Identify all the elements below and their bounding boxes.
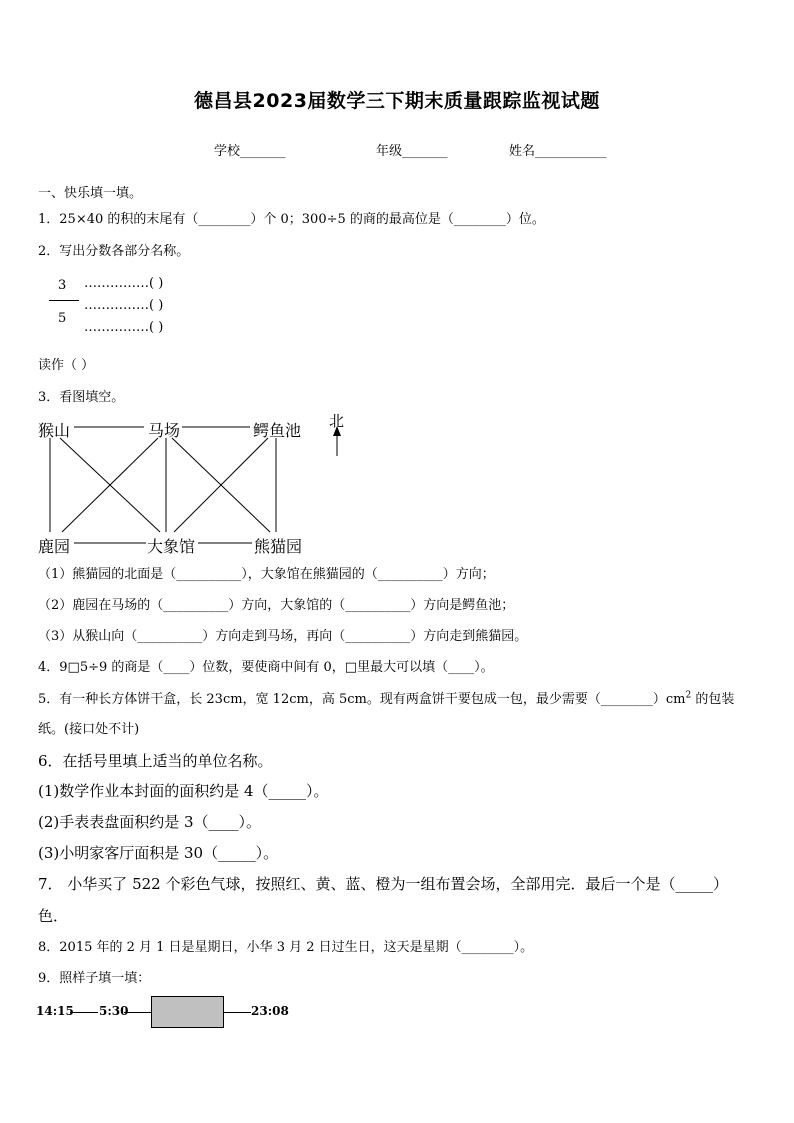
page-title: 德昌县2023届数学三下期末质量跟踪监视试题 [194,90,600,112]
question-4: 4．9□5÷9 的商是（____）位数，要使商中间有 0，□里最大可以填（____）。 [38,660,494,675]
question-6: 6．在括号里填上适当的单位名称。 [38,752,273,770]
timeline-connector [70,1012,98,1013]
section-heading: 一、快乐填一填。 [38,186,143,201]
timeline-connector [124,1012,152,1013]
school-field[interactable]: 学校_______ [214,144,286,159]
question-5 [38,688,734,707]
place-xiongmaoyuan: 熊猫园 [254,537,303,556]
question-3-sub1: （1）熊猫园的北面是（__________），大象馆在熊猫园的（__________）方向； [38,567,495,582]
timeline-connector [223,1012,251,1013]
question-8: 8．2015 年的 2 月 1 日是星期日，小华 3 月 2 日过生日，这天是星期（________）。 [38,940,534,955]
fraction-numerator: 3 [58,278,67,293]
question-7: 7． 小华买了 522 个彩色气球，按照红、黄、蓝、橙为一组布置会场，全部用完．最后一个是（_____） [38,875,728,893]
place-houshan: 猴山 [38,421,71,440]
fraction-part-numerator-label: ……………( ) [84,276,164,291]
question-6-sub1: (1)数学作业本封面的面积约是 4（_____）。 [38,782,329,800]
question-9: 9．照样子填一填： [38,971,151,986]
grade-field[interactable]: 年级_______ [376,144,448,159]
place-luyuan: 鹿园 [38,537,71,556]
north-label: 北 [329,412,345,430]
question-6-sub3: (3)小明家客厅面积是 30（_____）。 [38,844,279,862]
answer-box[interactable] [151,996,224,1028]
question-6-sub2: (2)手表表盘面积约是 3（____）。 [38,813,262,831]
time-1: 14:15 [36,1004,74,1018]
question-5-line2: 纸。(接口处不计) [38,722,140,737]
fraction-denominator: 5 [58,311,67,326]
read-as: 读作（ ） [38,358,95,373]
question-1: 1．25×40 的积的末尾有（________）个 0；300÷5 的商的最高位是（________）位。 [38,212,545,227]
question-3-sub3: （3）从猴山向（__________）方向走到马场，再向（__________）方向走到熊猫园。 [38,629,528,644]
fraction-bar [49,300,79,301]
time-2: 5:30 [99,1004,129,1018]
line-machang-luyuan [62,438,158,532]
line-eyuchi-daxiangguan [174,438,268,532]
fraction-part-denominator-label: ……………( ) [84,320,164,335]
place-machang: 马场 [148,421,181,440]
place-daxiangguan: 大象馆 [147,537,196,556]
question-5-text-end: 的包装 [691,692,735,707]
time-3: 23:08 [251,1004,289,1018]
question-3-sub2: （2）鹿园在马场的（__________）方向，大象馆的（__________）方向是鳄鱼池； [38,598,515,613]
place-eyuchi: 鳄鱼池 [253,421,302,440]
question-5-text: 5．有一种长方体饼干盒，长 23cm，宽 12cm，高 5cm。现有两盒饼干要包成一包，最少需要（________）cm [38,692,686,707]
question-7-line2: 色． [38,907,69,925]
question-3: 3．看图填空。 [38,390,125,405]
fraction-part-bar-label: ……………( ) [84,298,164,313]
question-5-sup: 2 [685,690,692,701]
name-field[interactable]: 姓名___________ [509,144,607,159]
question-2: 2．写出分数各部分名称。 [38,244,190,259]
